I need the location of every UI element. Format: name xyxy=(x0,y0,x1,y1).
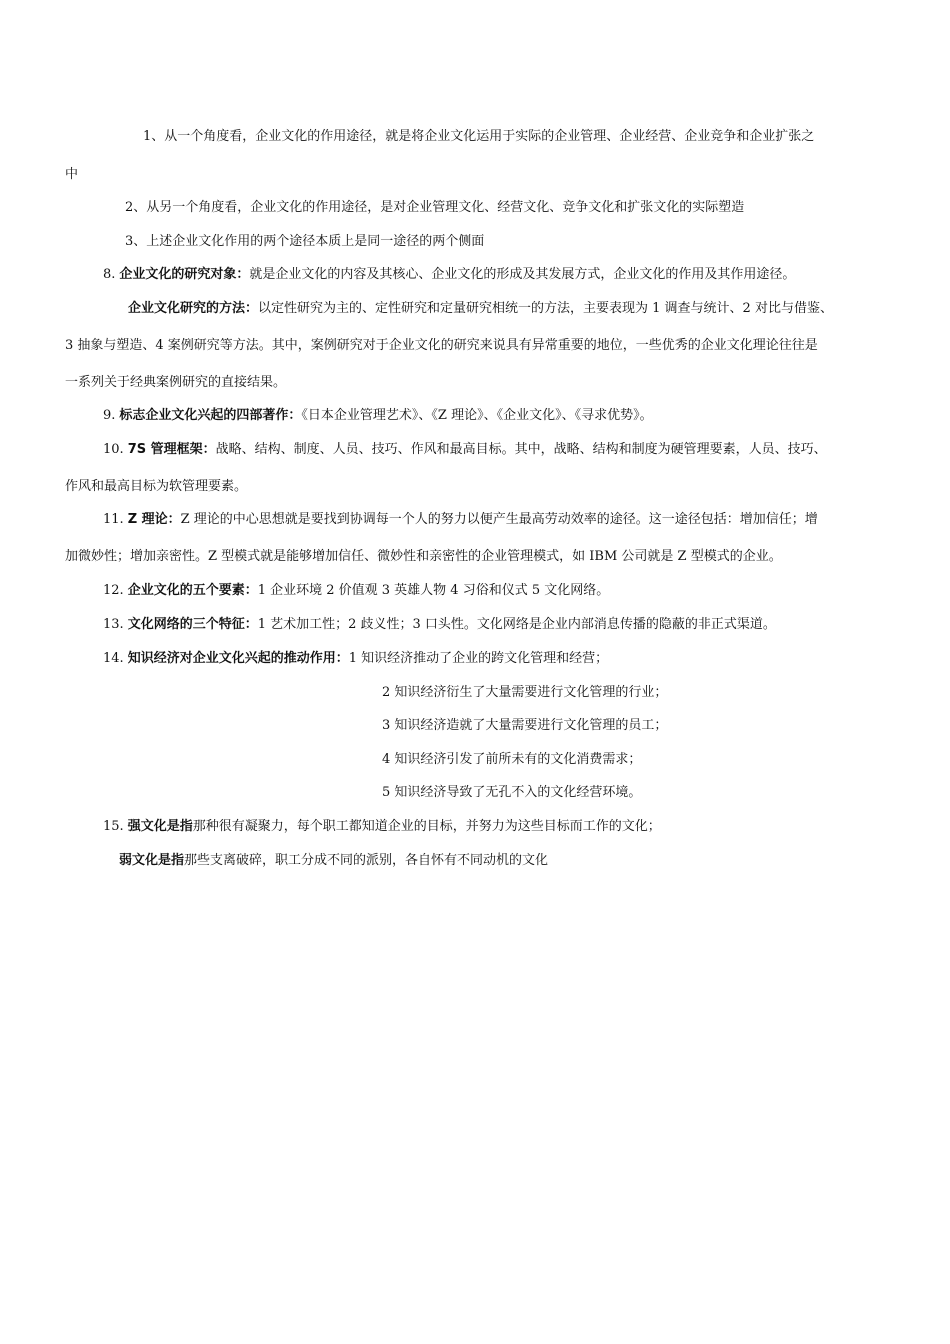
section-12 xyxy=(103,582,609,600)
section-text: 那种很有凝聚力，每个职工都知道企业的目标，并努力为这些目标而工作的文化； xyxy=(192,819,661,834)
section-heading: 企业文化的五个要素： xyxy=(127,583,258,598)
weak-culture-line xyxy=(119,852,548,870)
section-text: 以定性研究为主的、定性研究和定量研究相统一的方法，主要表现为 1 调查与统计、2 对比与借鉴、 xyxy=(258,301,833,316)
section-10 xyxy=(103,441,827,459)
section-number: 9. xyxy=(103,408,116,423)
section-number: 8. xyxy=(103,267,116,282)
method-line-2: 3 抽象与塑造、4 案例研究等方法。其中，案例研究对于企业文化的研究来说具有异常重要的地位，一些优秀的企业文化理论往往是 xyxy=(65,338,818,353)
section-10-cont: 作风和最高目标为软管理要素。 xyxy=(65,479,248,494)
section-text: 战略、结构、制度、人员、技巧、作风和最高目标。其中，战略、结构和制度为硬管理要素，人员、技巧、 xyxy=(215,442,827,457)
section-heading: 标志企业文化兴起的四部著作： xyxy=(119,408,302,423)
list-item: 2 知识经济衍生了大量需要进行文化管理的行业； xyxy=(382,685,668,700)
paragraph-line: 2、从另一个角度看，企业文化的作用途径，是对企业管理文化、经营文化、竞争文化和扩张文化的实际塑造 xyxy=(125,200,745,215)
section-11-cont: 加微妙性；增加亲密性。Z 型模式就是能够增加信任、微妙性和亲密性的企业管理模式，如 IBM 公司就是 Z 型模式的企业。 xyxy=(65,549,782,564)
list-item: 3 知识经济造就了大量需要进行文化管理的员工； xyxy=(382,718,668,733)
section-9 xyxy=(103,407,653,425)
method-line-3: 一系列关于经典案例研究的直接结果。 xyxy=(65,375,287,390)
section-number: 11. xyxy=(103,512,124,527)
section-heading: 7S 管理框架： xyxy=(127,442,216,457)
section-number: 12. xyxy=(103,583,124,598)
list-item: 4 知识经济引发了前所未有的文化消费需求； xyxy=(382,752,642,767)
method-line-1 xyxy=(128,300,833,318)
section-13 xyxy=(103,616,776,634)
section-15 xyxy=(103,818,661,836)
section-text: Z 理论的中心思想就是要找到协调每一个人的努力以便产生最高劳动效率的途径。这一途径包括：增加信任；增 xyxy=(180,512,818,527)
section-14 xyxy=(103,650,608,668)
section-heading: 强文化是指 xyxy=(127,819,193,834)
paragraph-line: 1、从一个角度看，企业文化的作用途径，就是将企业文化运用于实际的企业管理、企业经营、企业竞争和企业扩张之 xyxy=(143,129,815,144)
section-text: 那些支离破碎，职工分成不同的派别，各自怀有不同动机的文化 xyxy=(184,853,549,868)
section-text: 《日本企业管理艺术》、《Z 理论》、《企业文化》、《寻求优势》。 xyxy=(301,408,653,423)
section-text: 1 企业环境 2 价值观 3 英雄人物 4 习俗和仪式 5 文化网络。 xyxy=(257,583,610,598)
section-heading: Z 理论： xyxy=(127,512,181,527)
list-item: 5 知识经济导致了无孔不入的文化经营环境。 xyxy=(382,785,642,800)
section-heading: 企业文化的研究对象： xyxy=(119,267,250,282)
paragraph-line: 3、上述企业文化作用的两个途径本质上是同一途径的两个侧面 xyxy=(125,234,485,249)
section-text: 1 艺术加工性；2 歧义性；3 口头性。文化网络是企业内部消息传播的隐蔽的非正式渠道。 xyxy=(257,617,776,632)
list-item: 1 知识经济推动了企业的跨文化管理和经营； xyxy=(348,651,609,666)
paragraph-line: 中 xyxy=(65,167,79,182)
section-heading: 文化网络的三个特征： xyxy=(127,617,258,632)
section-text: 就是企业文化的内容及其核心、企业文化的形成及其发展方式，企业文化的作用及其作用途径。 xyxy=(249,267,796,282)
section-8 xyxy=(103,266,795,284)
section-number: 15. xyxy=(103,819,124,834)
section-number: 13. xyxy=(103,617,124,632)
section-heading: 企业文化研究的方法： xyxy=(128,301,259,316)
section-heading: 知识经济对企业文化兴起的推动作用： xyxy=(127,651,349,666)
section-11 xyxy=(103,511,818,529)
section-heading: 弱文化是指 xyxy=(119,853,185,868)
section-number: 10. xyxy=(103,442,124,457)
section-number: 14. xyxy=(103,651,124,666)
